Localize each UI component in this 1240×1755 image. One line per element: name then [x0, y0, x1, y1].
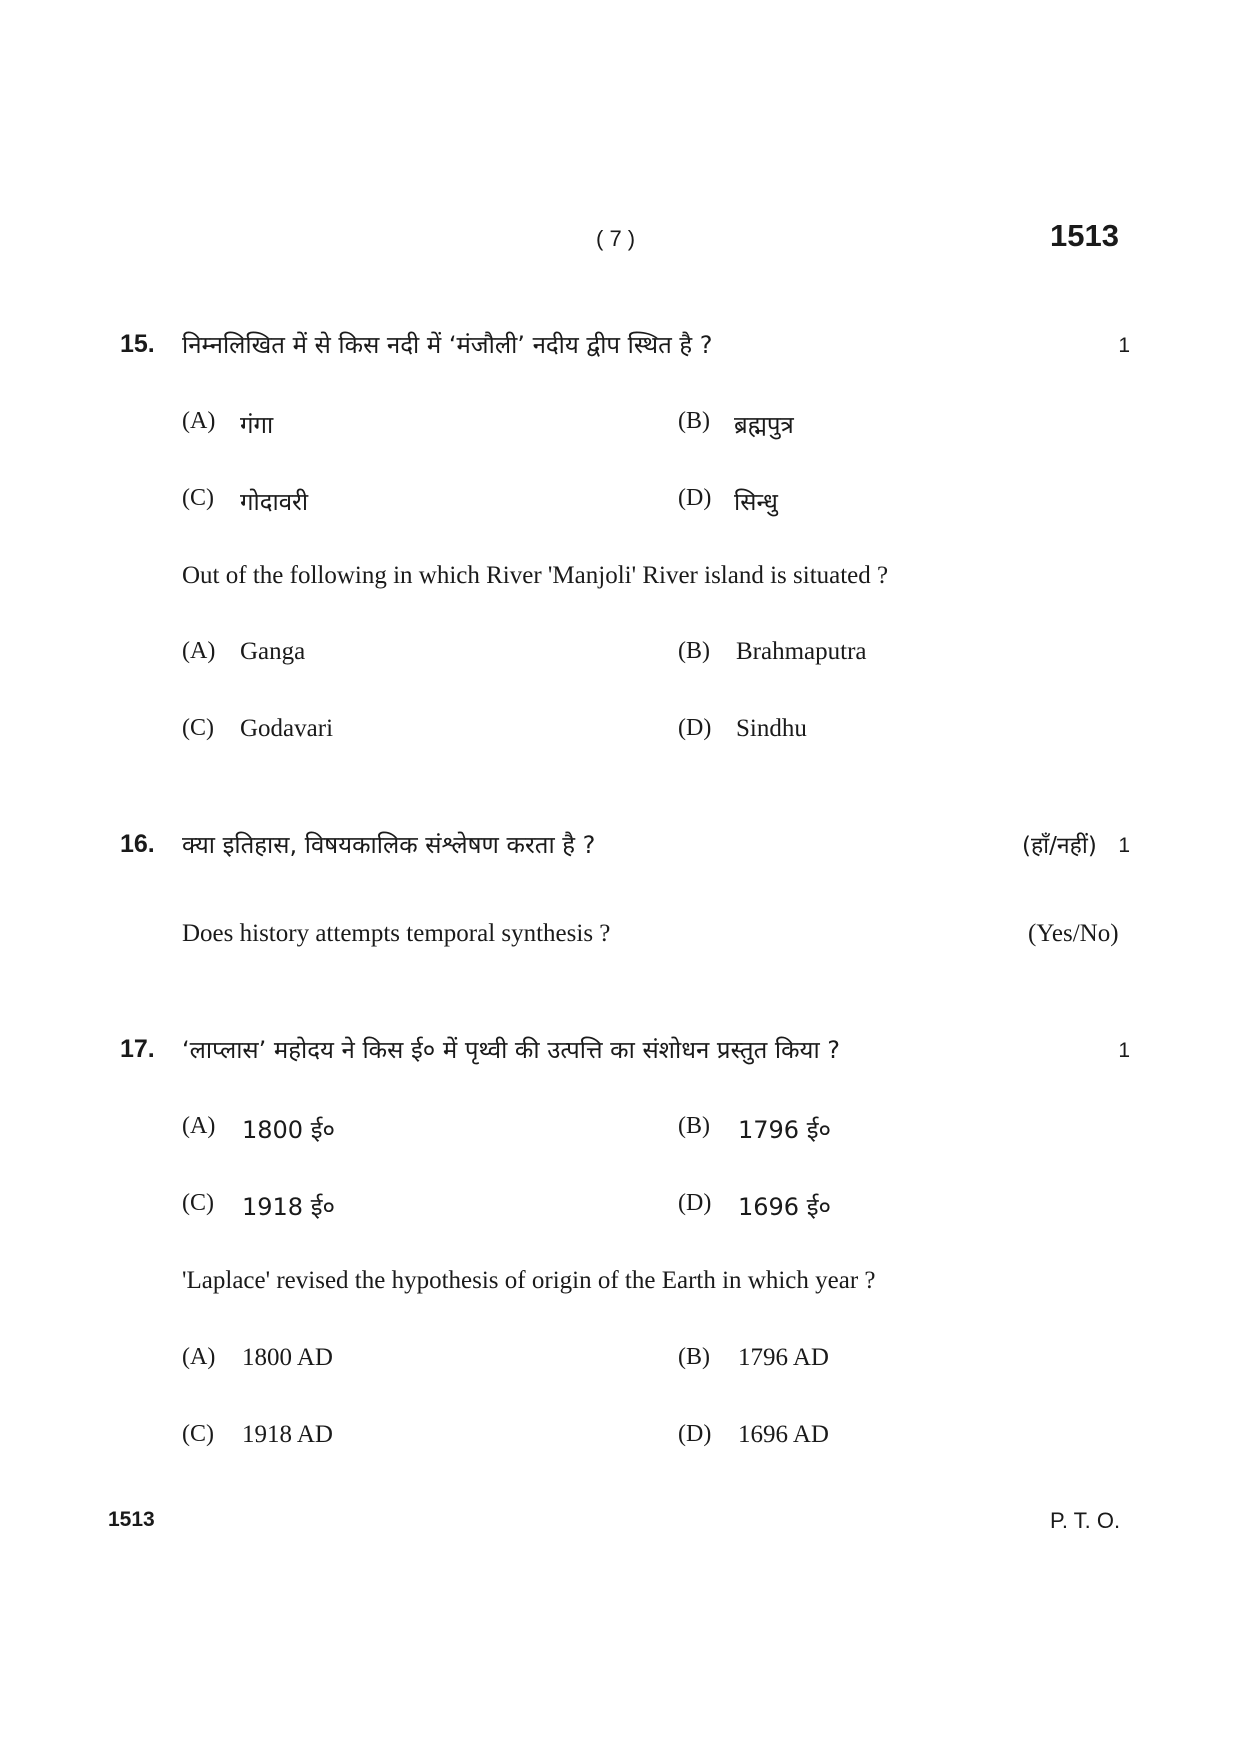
question-text-english: 'Laplace' revised the hypothesis of origin of the Earth in which year ?: [182, 1267, 876, 1294]
option-text: 1800 AD: [242, 1344, 333, 1371]
option-text: सिन्धु: [734, 488, 778, 516]
option-label: (D): [678, 485, 712, 511]
question-number: 17.: [120, 1035, 155, 1063]
question-number: 15.: [120, 330, 155, 358]
option-text: 1800 ई०: [242, 1116, 335, 1144]
marks: 1: [1118, 1039, 1130, 1062]
option-label: (A): [182, 638, 216, 664]
question-number: 16.: [120, 830, 155, 858]
option-text: 1796 AD: [738, 1344, 829, 1371]
paper-code: 1513: [1050, 218, 1119, 253]
option-text: 1918 AD: [242, 1421, 333, 1448]
answer-format-english: (Yes/No): [1028, 920, 1119, 947]
question-text-hindi: ‘लाप्लास’ महोदय ने किस ई० में पृथ्वी की उत्पत्ति का संशोधन प्रस्तुत किया ?: [182, 1036, 841, 1064]
question-text-hindi: क्या इतिहास, विषयकालिक संश्लेषण करता है ?: [182, 831, 596, 859]
option-label: (C): [182, 1421, 214, 1447]
option-text: Godavari: [240, 715, 334, 742]
option-text: Ganga: [240, 638, 306, 665]
marks: 1: [1118, 834, 1130, 857]
option-label: (B): [678, 1344, 710, 1370]
option-label: (D): [678, 715, 712, 741]
marks: 1: [1118, 334, 1130, 357]
option-text: Brahmaputra: [736, 638, 867, 665]
question-text-hindi: निम्नलिखित में से किस नदी में ‘मंजौली’ नदीय द्वीप स्थित है ?: [182, 331, 713, 359]
option-label: (B): [678, 638, 710, 664]
option-label: (A): [182, 1113, 216, 1139]
option-label: (A): [182, 408, 216, 434]
option-text: ब्रह्मपुत्र: [734, 411, 794, 439]
question-text-english: Out of the following in which River 'Manjoli' River island is situated ?: [182, 562, 889, 589]
option-label: (B): [678, 1113, 710, 1139]
option-text: 1918 ई०: [242, 1193, 335, 1221]
option-label: (B): [678, 408, 710, 434]
page-number: ( 7 ): [596, 226, 636, 251]
question-text-english: Does history attempts temporal synthesis ?: [182, 920, 611, 947]
option-text: गंगा: [240, 411, 274, 439]
pto-label: P. T. O.: [1050, 1508, 1121, 1533]
option-label: (D): [678, 1421, 712, 1447]
option-label: (C): [182, 485, 214, 511]
option-label: (A): [182, 1344, 216, 1370]
option-label: (C): [182, 715, 214, 741]
answer-format-hindi: (हाँ/नहीं): [1022, 833, 1097, 859]
option-label: (D): [678, 1190, 712, 1216]
option-text: गोदावरी: [240, 488, 309, 516]
footer-code: 1513: [108, 1508, 155, 1531]
option-label: (C): [182, 1190, 214, 1216]
option-text: 1796 ई०: [738, 1116, 831, 1144]
option-text: Sindhu: [736, 715, 807, 742]
option-text: 1696 ई०: [738, 1193, 831, 1221]
option-text: 1696 AD: [738, 1421, 829, 1448]
